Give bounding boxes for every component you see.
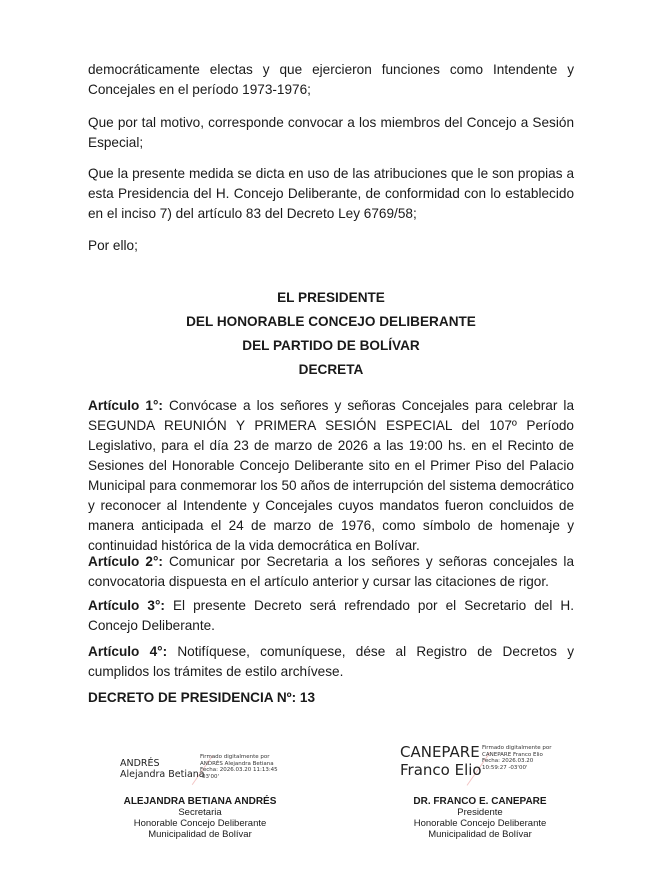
- stamp-name-line-2: Franco Elio: [400, 761, 482, 779]
- stamp-detail-2: ANDRÉS Alejandra Betiana: [200, 760, 274, 767]
- stamp-detail-1: Firmado digitalmente por: [482, 745, 552, 751]
- article-3-label: Artículo 3°:: [88, 598, 165, 613]
- heading-line-1: EL PRESIDENTE: [277, 290, 385, 305]
- stamp-detail-3: Fecha: 2026.03.20 11:13:45: [200, 767, 278, 773]
- stamp-name-line-1: CANEPARE: [400, 743, 480, 761]
- article-4-text: Notifíquese, comuníquese, dése al Registro de Decretos y cumplidos los trámites de estilo archívese.: [88, 644, 574, 679]
- paragraph-considerando-1: democráticamente electas y que ejercieron funciones como Intendente y Concejales en el período 1973-1976;: [88, 62, 574, 97]
- article-2-text: Comunicar por Secretaria a los señores y señoras concejales la convocatoria dispuesta en el artículo anterior y cursar las citaciones de rigor.: [88, 554, 575, 589]
- stamp-details-left: [200, 754, 278, 780]
- stamp-name-left: [120, 758, 205, 780]
- signatory-organization: Honorable Concejo Deliberante: [413, 818, 547, 829]
- article-1-text: Convócase a los señores y señoras Concejales para celebrar la SEGUNDA REUNIÓN Y PRIMERA SESIÓN ESPECIAL del 107º Período Legislativo, para el día 23 de marzo de 2026 a las 19:00 hs. en el Recinto de Sesiones del Honorable Concejo Deliberante sito en el Primer Piso del Palacio Municipal para conmemorar los 50 años de interrupción del sistema democrático y reconocer al Intendente y Concejales cuyos mandatos fueron concluidos de manera anticipada el 24 de marzo de 1976, como símbolo de homenaje y continuidad histórica de la vida democrática en Bolívar.: [88, 398, 575, 553]
- signatory-municipality: Municipalidad de Bolívar: [148, 829, 252, 840]
- paragraph-considerando-2: Que por tal motivo, corresponde convocar a los miembros del Concejo a Sesión Especial;: [88, 115, 574, 150]
- heading-line-2: DEL HONORABLE CONCEJO DELIBERANTE: [186, 314, 476, 329]
- signatory-role: Presidente: [457, 807, 503, 818]
- stamp-name-right: [400, 743, 482, 779]
- article-4-label: Artículo 4°:: [88, 644, 168, 659]
- stamp-detail-1: Firmado digitalmente por: [200, 754, 270, 760]
- stamp-detail-4: 10:59:27 -03'00': [482, 764, 528, 771]
- article-2: [88, 552, 574, 592]
- stamp-detail-4: -03'00': [200, 773, 220, 780]
- article-4: [88, 642, 574, 682]
- article-2-label: Artículo 2°:: [88, 554, 163, 569]
- decree-number: DECRETO DE PRESIDENCIA Nº: 13: [88, 690, 316, 705]
- paragraph-considerando-3: Que la presente medida se dicta en uso de las atribuciones que le son propias a esta Presidencia del H. Concejo Deliberante, de conformidad con lo establecido en el inciso 7) del artículo 83 del Decreto Ley 6769/58;: [88, 166, 574, 221]
- signature-block-right: [385, 796, 575, 840]
- article-3-text: El presente Decreto será refrendado por el Secretario del H. Concejo Deliberante.: [88, 598, 575, 633]
- stamp-name-line-1: ANDRÉS: [120, 758, 160, 769]
- signatory-organization: Honorable Concejo Deliberante: [133, 818, 267, 829]
- paragraph-por-ello: Por ello;: [88, 238, 138, 253]
- signatory-municipality: Municipalidad de Bolívar: [428, 829, 532, 840]
- article-3: [88, 596, 574, 636]
- article-1: [88, 396, 574, 556]
- heading-decreta: DECRETA: [298, 362, 364, 377]
- digital-signature-right: [400, 743, 570, 785]
- article-1-label: Artículo 1°:: [88, 398, 163, 413]
- heading-line-3: DEL PARTIDO DE BOLÍVAR: [242, 338, 420, 353]
- signatory-role: Secretaria: [178, 807, 222, 818]
- stamp-details-right: [482, 745, 552, 771]
- signatory-name: ALEJANDRA BETIANA ANDRÉS: [123, 796, 277, 807]
- stamp-name-line-2: Alejandra Betiana: [120, 769, 205, 780]
- signature-block-left: [100, 796, 300, 840]
- digital-signature-left: [120, 754, 300, 788]
- stamp-detail-2: CANEPARE Franco Elio: [482, 751, 543, 758]
- signatory-name: DR. FRANCO E. CANEPARE: [413, 796, 547, 807]
- stamp-detail-3: Fecha: 2026.03.20: [482, 758, 534, 764]
